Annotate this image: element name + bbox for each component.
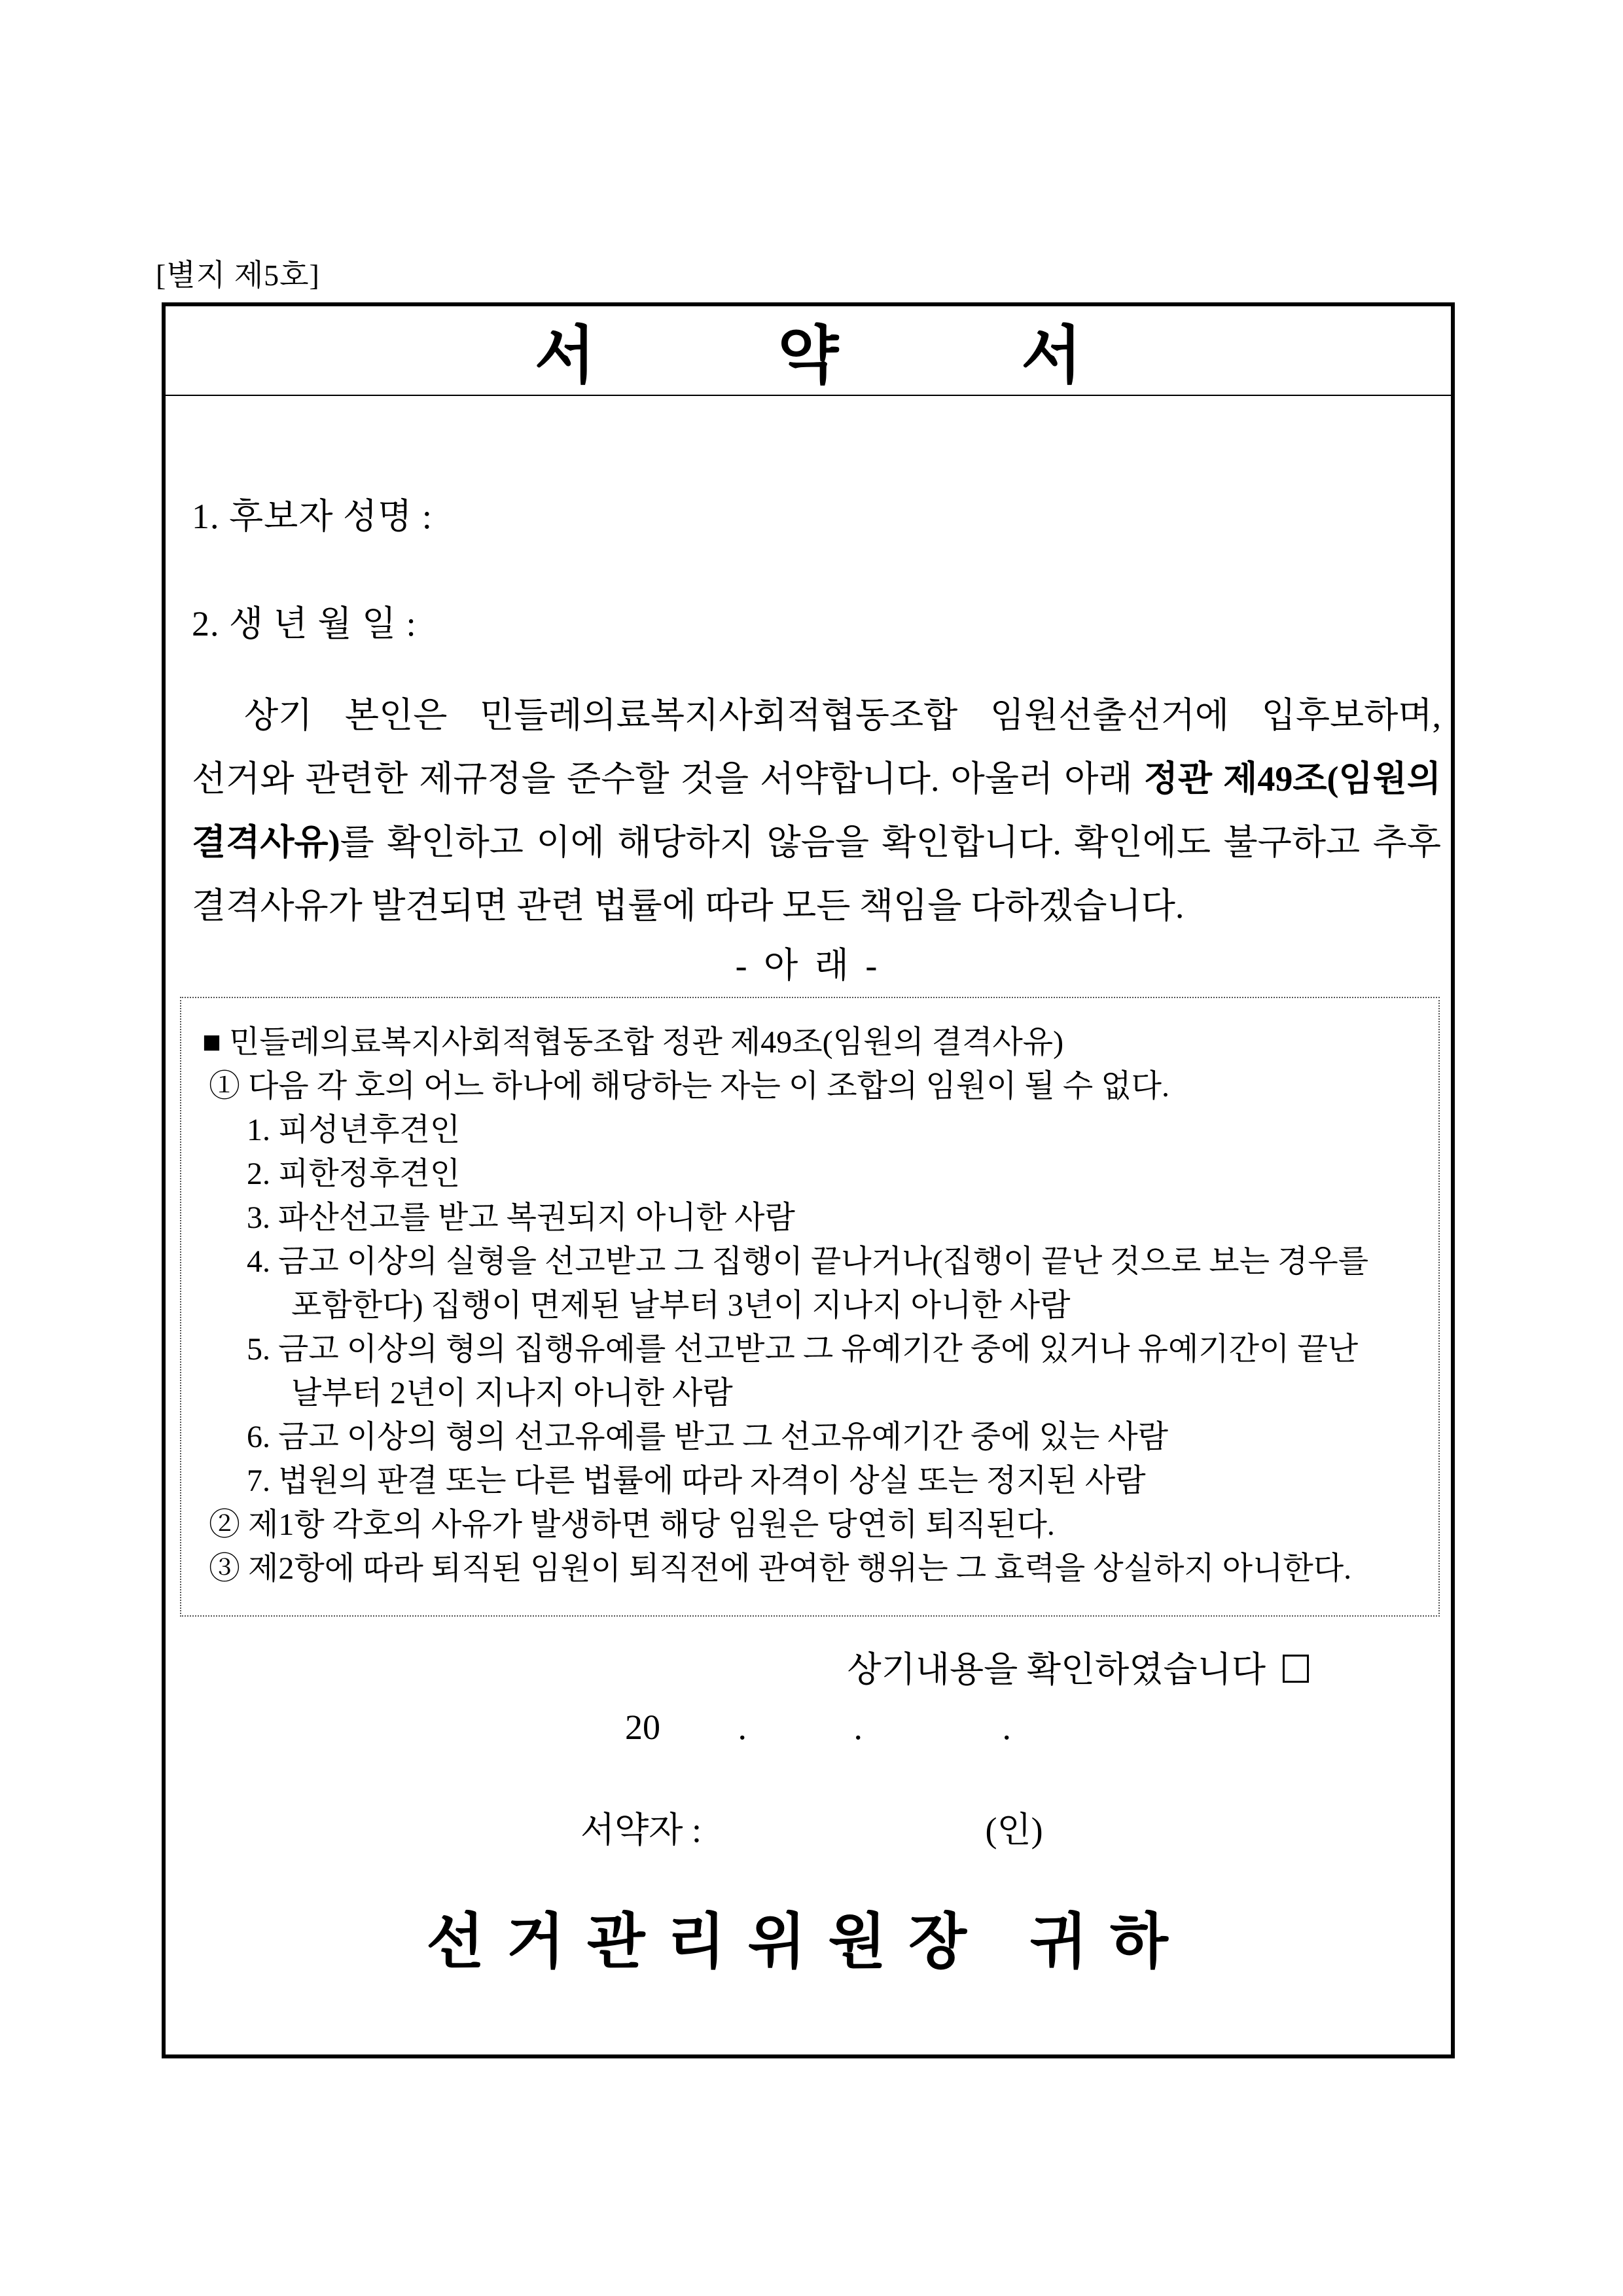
bylaw-item-3: 3. 파산선고를 받고 복권되지 아니한 사람 <box>247 1200 795 1235</box>
confirmation-row <box>847 1641 1309 1692</box>
bylaw-item-7: 7. 법원의 판결 또는 다른 법률에 따라 자격이 상실 또는 정지된 사람 <box>247 1463 1146 1498</box>
bylaw-item-6: 6. 금고 이상의 형의 선고유예를 받고 그 선고유예기간 중에 있는 사람 <box>247 1420 1168 1454</box>
bylaw-heading: ■ 민들레의료복지사회적협동조합 정관 제49조(임원의 결격사유) <box>202 1025 1064 1060</box>
annex-number-label: [별지 제5호] <box>156 259 320 292</box>
bylaw-clause-3: ③ 제2항에 따라 퇴직된 임원이 퇴직전에 관여한 행위는 그 효력을 상실하지 아니한다. <box>209 1551 1352 1586</box>
signature-row <box>580 1802 1043 1852</box>
candidate-name-field-label: 1. 후보자 성명 : <box>192 497 433 536</box>
date-separator-dot: . <box>853 1708 863 1747</box>
pledge-statement <box>192 684 1441 938</box>
bylaw-item-2: 2. 피한정후견인 <box>247 1157 461 1191</box>
bylaw-excerpt-box <box>180 997 1440 1617</box>
bylaw-item-4: 4. 금고 이상의 실형을 선고받고 그 집행이 끝나거나(집행이 끝난 것으로 보는 경우를 포함한다) 집행이 면제된 날부터 3년이 지나지 아니한 사람 <box>247 1244 1369 1323</box>
date-separator-dot: . <box>1002 1708 1011 1747</box>
addressee-row <box>166 1893 1451 1980</box>
pledge-text-part2: 를 확인하고 이에 해당하지 않음을 확인합니다. 확인에도 불구하고 추후 결격사유가 발견되면 관련 법률에 따라 모든 책임을 다하겠습니다. <box>192 823 1441 925</box>
confirmation-label: 상기내용을 확인하였습니다 <box>847 1650 1266 1689</box>
bylaw-item-1: 1. 피성년후견인 <box>247 1113 461 1147</box>
bylaw-item-5: 5. 금고 이상의 형의 집행유예를 선고받고 그 유예기간 중에 있거나 유예기간이 끝난 날부터 2년이 지나지 아니한 사람 <box>247 1332 1359 1410</box>
pledge-text-bold-bylaw-ref: 정관 제49조(임원의 결격사유) <box>192 759 1441 862</box>
pledge-text-part1: 상기 본인은 민들레의료복지사회적협동조합 임원선출선거에 입후보하며, 선거와 관련한 제규정을 준수할 것을 서약합니다. 아울러 아래 <box>192 696 1441 798</box>
form-title: 서 약 서 <box>166 306 1451 396</box>
date-separator-dot: . <box>738 1708 747 1747</box>
pledge-form-box <box>162 302 1455 2058</box>
bylaw-item-list <box>247 1108 1420 1503</box>
bylaw-clause-1: ① 다음 각 호의 어느 하나에 해당하는 자는 이 조합의 임원이 될 수 없다. <box>209 1069 1169 1103</box>
seal-mark-label: (인) <box>985 1810 1043 1850</box>
addressee-name: 선거관리위원장 <box>426 1909 990 1975</box>
signer-label: 서약자 : <box>580 1810 702 1850</box>
below-divider-label: - 아 래 - <box>735 946 882 985</box>
birth-date-field-label: 2. 생 년 월 일 : <box>192 604 417 643</box>
bylaw-clause-2: ② 제1항 각호의 사유가 발생하면 해당 임원은 당연히 퇴직된다. <box>209 1507 1055 1542</box>
date-year-prefix: 20 <box>625 1708 660 1747</box>
addressee-honorific: 귀하 <box>1029 1909 1190 1975</box>
date-line <box>625 1707 1011 1748</box>
confirmation-checkbox[interactable] <box>1283 1655 1309 1683</box>
